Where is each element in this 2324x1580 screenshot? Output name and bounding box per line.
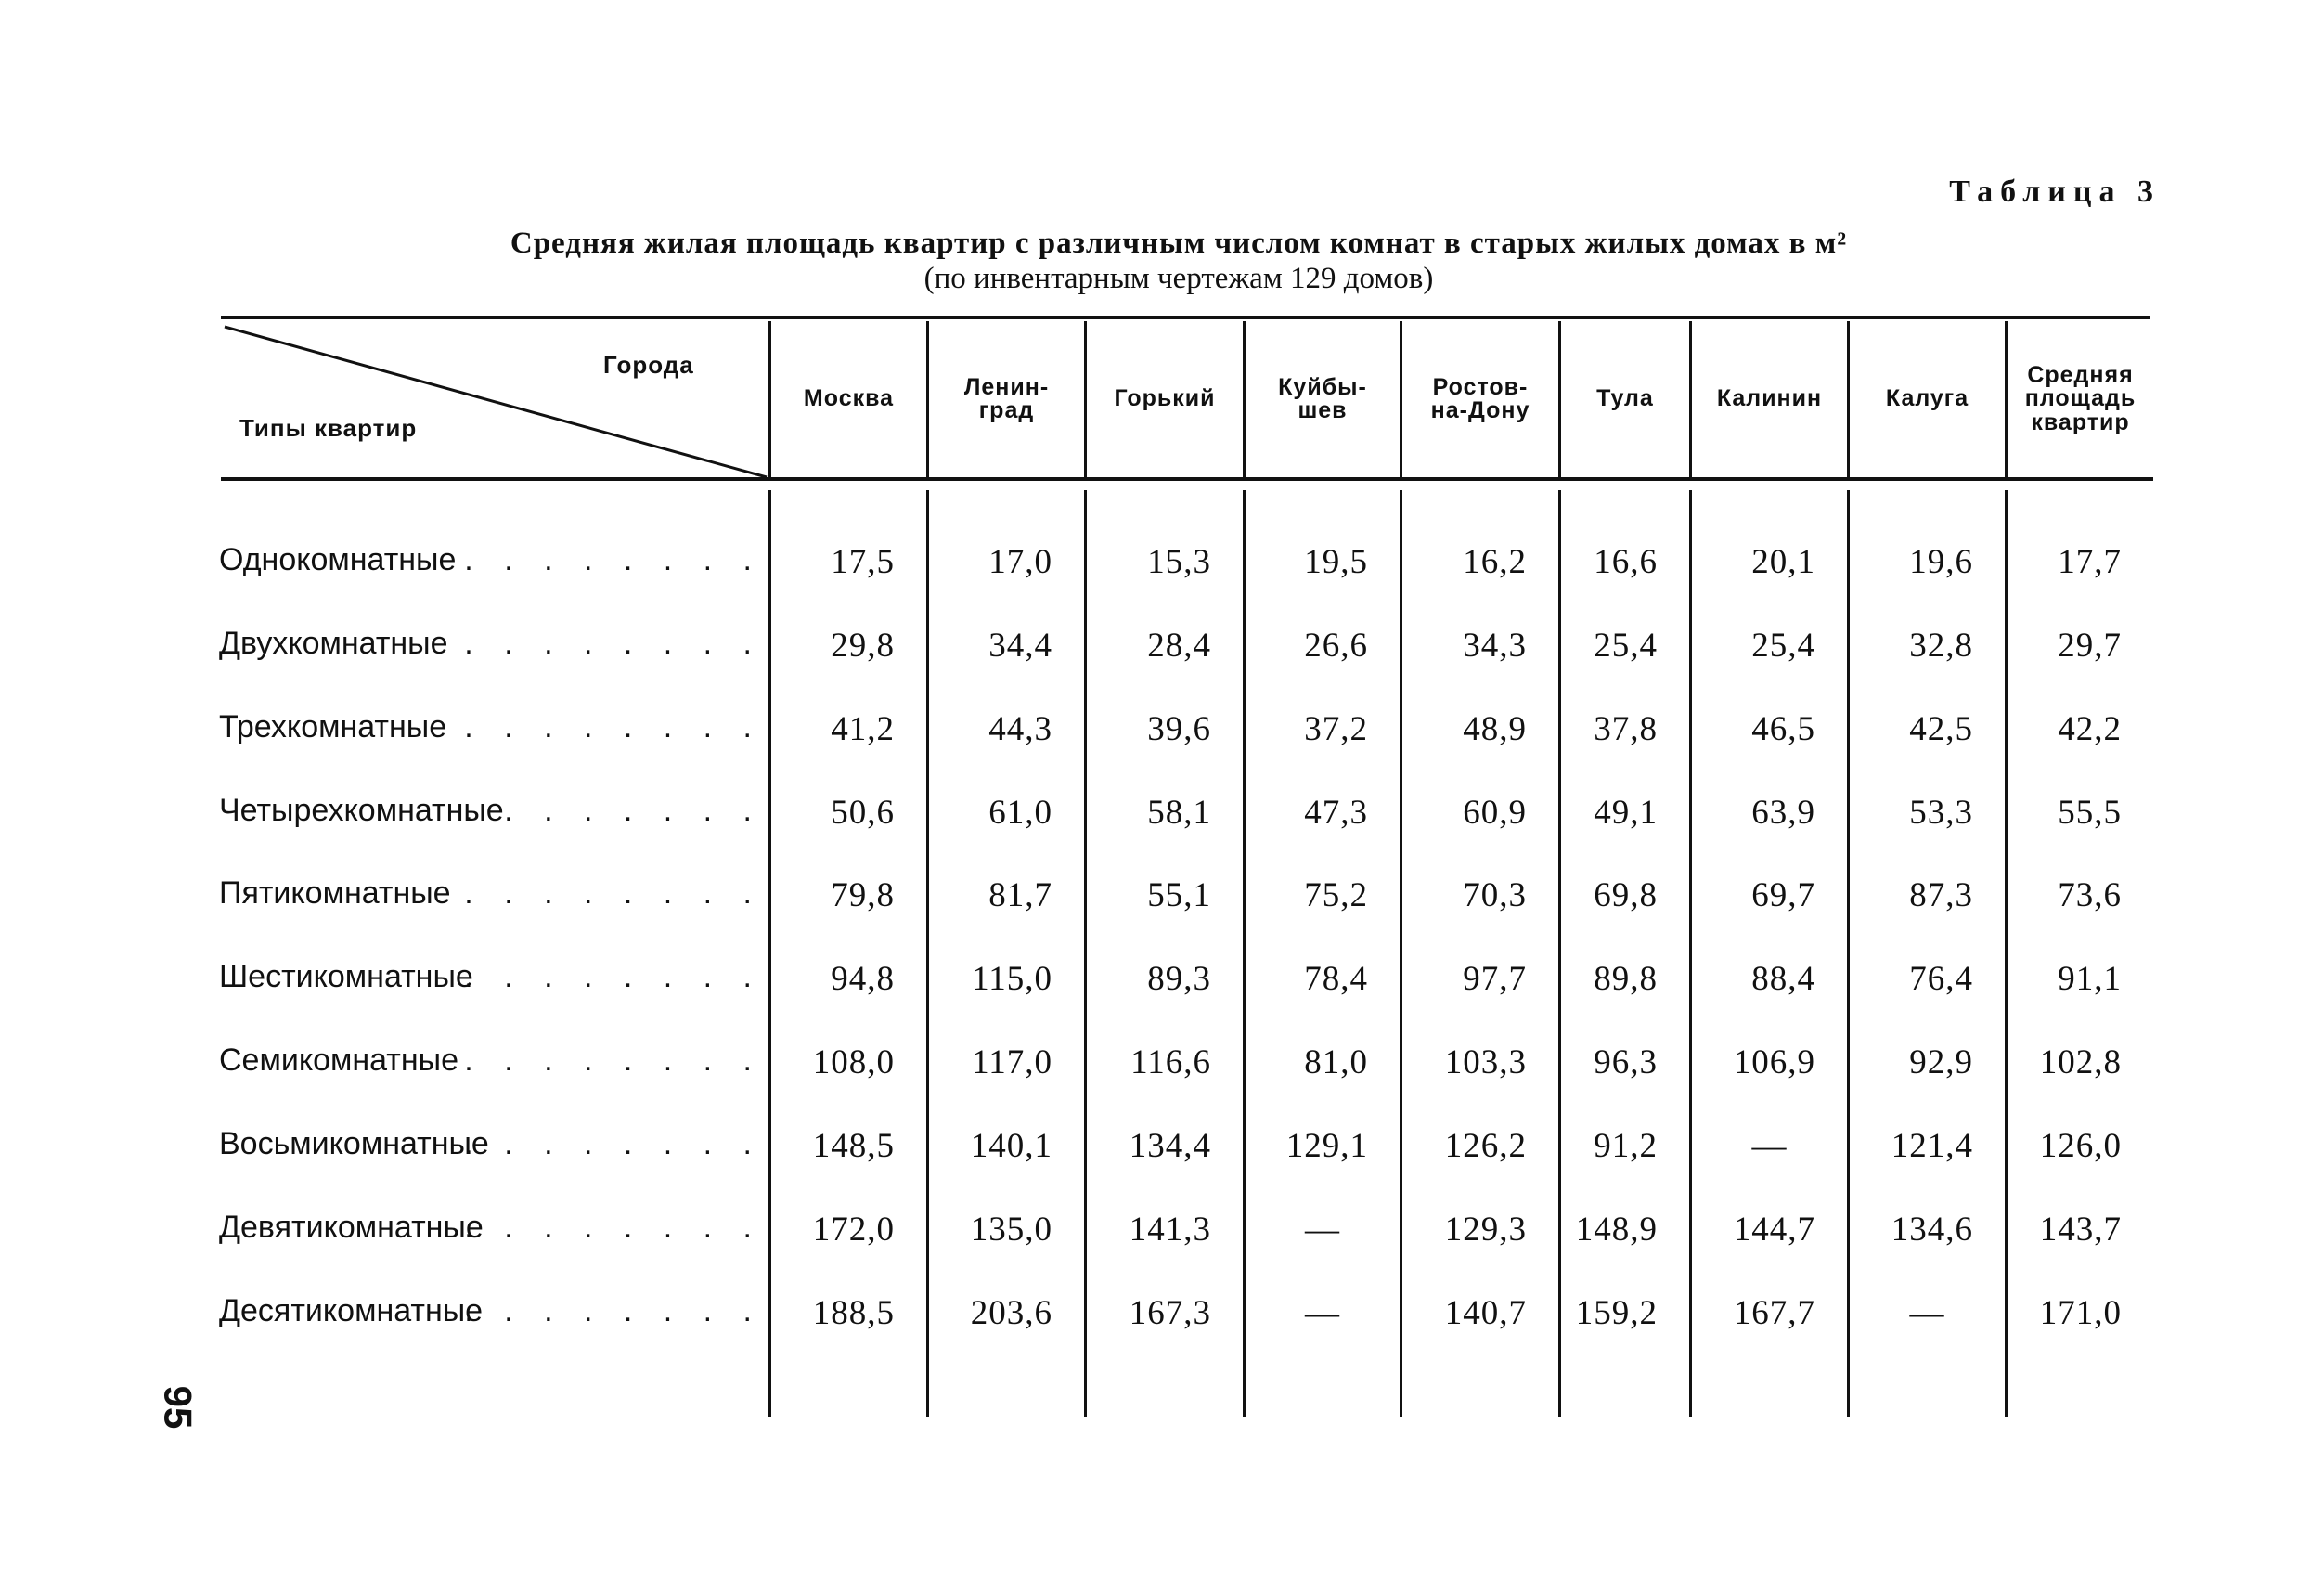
row-label — [219, 1210, 767, 1250]
table-cell: 44,3 — [988, 710, 1052, 748]
row-label-text: Семикомнатные — [219, 1043, 459, 1078]
table-cell: 63,9 — [1751, 794, 1815, 832]
table-cell: 144,7 — [1733, 1211, 1815, 1249]
row-label-text: Четырехкомнатные — [219, 793, 504, 828]
table-cell: 76,4 — [1909, 960, 1973, 998]
table-cell: 135,0 — [970, 1211, 1052, 1249]
column-header-text: Калуга — [1885, 385, 1969, 412]
table-cell: 26,6 — [1304, 627, 1368, 665]
table-cell: 47,3 — [1304, 794, 1368, 832]
column-header — [1246, 321, 1400, 477]
table-cell: 20,1 — [1751, 543, 1815, 581]
leader-dots: . . . . . . . . — [464, 1210, 763, 1245]
corner-diagonal — [221, 319, 770, 479]
table-cell: 19,5 — [1304, 543, 1368, 581]
row-label-text: Однокомнатные — [219, 542, 457, 577]
table-cell: 75,2 — [1304, 876, 1368, 914]
table-cell: 69,8 — [1594, 876, 1658, 914]
table-cell: 42,2 — [2058, 710, 2122, 748]
row-label — [219, 542, 767, 583]
column-header-text: Ростов- на-Дону — [1430, 373, 1530, 423]
table-cell: 25,4 — [1594, 627, 1658, 665]
table-cell: 73,6 — [2058, 876, 2122, 914]
row-label — [219, 626, 767, 667]
table-cell: 17,0 — [988, 543, 1052, 581]
table-cell: 16,2 — [1463, 543, 1527, 581]
leader-dots: . . . . . . . . — [464, 542, 763, 577]
table-cell: 148,9 — [1575, 1211, 1658, 1249]
row-label — [219, 1043, 767, 1083]
table-caption-line1: Средняя жилая площадь квартир с различным числом комнат в старых жилых домах в м² — [510, 227, 1848, 260]
row-label — [219, 1293, 767, 1334]
table-cell: 140,7 — [1444, 1294, 1527, 1332]
table-cell: 61,0 — [988, 794, 1052, 832]
column-header-text: Ленин- град — [963, 373, 1050, 423]
table-cell: 15,3 — [1147, 543, 1211, 581]
row-label-text: Шестикомнатные — [219, 959, 473, 994]
table-cell: 141,3 — [1129, 1211, 1211, 1249]
column-header-text: Калинин — [1716, 385, 1823, 412]
table-cell: 102,8 — [2039, 1043, 2122, 1081]
table-cell: 140,1 — [970, 1127, 1052, 1165]
table-cell: 53,3 — [1909, 794, 1973, 832]
table-cell: 16,6 — [1594, 543, 1658, 581]
column-header-text: Куйбы- шев — [1278, 373, 1367, 423]
table-cell: 97,7 — [1463, 960, 1527, 998]
leader-dots: . . . . . . . . — [464, 626, 763, 661]
table-cell: 129,3 — [1444, 1211, 1527, 1249]
column-header — [1561, 321, 1689, 477]
table-cell: 87,3 — [1909, 876, 1973, 914]
corner-header-cities: Города — [603, 351, 694, 379]
table-cell: 116,6 — [1130, 1043, 1211, 1081]
table-cell: 34,3 — [1463, 627, 1527, 665]
table-cell: 96,3 — [1594, 1043, 1658, 1081]
table-cell: 17,7 — [2058, 543, 2122, 581]
column-header — [929, 321, 1084, 477]
table-cell: 79,8 — [831, 876, 895, 914]
column-header — [1087, 321, 1243, 477]
table-cell: 88,4 — [1751, 960, 1815, 998]
table-cell: 50,6 — [831, 794, 895, 832]
leader-dots: . . . . . . . . — [464, 709, 763, 745]
table-cell: 94,8 — [831, 960, 895, 998]
leader-dots: . . . . . . . . — [464, 793, 763, 828]
table-cell: — — [1305, 1211, 1340, 1249]
row-label-text: Пятикомнатные — [219, 875, 451, 911]
table-cell: 167,7 — [1733, 1294, 1815, 1332]
row-label-text: Восьмикомнатные — [219, 1126, 489, 1161]
row-label — [219, 1126, 767, 1167]
table-caption-line2: (по инвентарным чертежам 129 домов) — [923, 262, 1434, 295]
table-cell: — — [1909, 1294, 1945, 1332]
table-cell: 25,4 — [1751, 627, 1815, 665]
table-cell: 129,1 — [1285, 1127, 1368, 1165]
table-cell: 172,0 — [812, 1211, 895, 1249]
leader-dots: . . . . . . . . — [464, 1293, 763, 1328]
table-cell: 58,1 — [1147, 794, 1211, 832]
row-label-text: Девятикомнатные — [219, 1210, 484, 1245]
table-cell: 106,9 — [1733, 1043, 1815, 1081]
table-cell: 188,5 — [812, 1294, 895, 1332]
table-label: Таблица 3 — [1949, 175, 2161, 209]
table-cell: 134,4 — [1129, 1127, 1211, 1165]
table-cell: 81,7 — [988, 876, 1052, 914]
table-cell: 203,6 — [970, 1294, 1052, 1332]
table-cell: 81,0 — [1304, 1043, 1368, 1081]
table-cell: 92,9 — [1909, 1043, 1973, 1081]
row-label-text: Трехкомнатные — [219, 709, 447, 745]
table-cell: 70,3 — [1463, 876, 1527, 914]
column-header-text: Москва — [803, 385, 895, 412]
table-cell: 89,8 — [1594, 960, 1658, 998]
table-cell: 42,5 — [1909, 710, 1973, 748]
table-cell: 29,7 — [2058, 627, 2122, 665]
column-header — [1402, 321, 1558, 477]
table-cell: 89,3 — [1147, 960, 1211, 998]
table-cell: 39,6 — [1147, 710, 1211, 748]
table-cell: 49,1 — [1594, 794, 1658, 832]
row-label — [219, 959, 767, 1000]
table-cell: 78,4 — [1304, 960, 1368, 998]
leader-dots: . . . . . . . . — [464, 875, 763, 911]
table-cell: 69,7 — [1751, 876, 1815, 914]
table-cell: 108,0 — [812, 1043, 895, 1081]
column-header — [1850, 321, 2005, 477]
table-cell: 159,2 — [1575, 1294, 1658, 1332]
table-cell: — — [1305, 1294, 1340, 1332]
column-header-text: Средняя площадь квартир — [2024, 361, 2137, 435]
row-label — [219, 875, 767, 916]
table-cell: 103,3 — [1444, 1043, 1527, 1081]
table-cell: 121,4 — [1891, 1127, 1973, 1165]
table-cell: 91,1 — [2058, 960, 2122, 998]
row-label-text: Десятикомнатные — [219, 1293, 484, 1328]
column-header — [1692, 321, 1847, 477]
page-number: 95 — [156, 1385, 200, 1430]
table-cell: 126,0 — [2039, 1127, 2122, 1165]
table-cell: 37,8 — [1594, 710, 1658, 748]
table-cell: 48,9 — [1463, 710, 1527, 748]
table-cell: 28,4 — [1147, 627, 1211, 665]
row-label — [219, 709, 767, 750]
row-label — [219, 793, 767, 834]
leader-dots: . . . . . . . . — [464, 959, 763, 994]
table-cell: 167,3 — [1129, 1294, 1211, 1332]
table-cell: 171,0 — [2039, 1294, 2122, 1332]
leader-dots: . . . . . . . . — [464, 1126, 763, 1161]
table-cell: 34,4 — [988, 627, 1052, 665]
table-cell: 60,9 — [1463, 794, 1527, 832]
table-cell: 143,7 — [2039, 1211, 2122, 1249]
table-cell: 117,0 — [972, 1043, 1052, 1081]
table-cell: 126,2 — [1444, 1127, 1527, 1165]
leader-dots: . . . . . . . . — [464, 1043, 763, 1078]
column-header-text: Горький — [1114, 385, 1216, 412]
column-header-text: Тула — [1596, 385, 1654, 412]
table-cell: 55,5 — [2058, 794, 2122, 832]
table-cell: 37,2 — [1304, 710, 1368, 748]
table-cell: 115,0 — [972, 960, 1052, 998]
row-label-text: Двухкомнатные — [219, 626, 448, 661]
table-cell: 29,8 — [831, 627, 895, 665]
table-cell: 32,8 — [1909, 627, 1973, 665]
table-cell: 46,5 — [1751, 710, 1815, 748]
table-cell: — — [1751, 1127, 1788, 1165]
table-cell: 17,5 — [831, 543, 895, 581]
column-header — [2008, 321, 2153, 477]
table-cell: 19,6 — [1909, 543, 1973, 581]
table-cell: 55,1 — [1147, 876, 1211, 914]
table-cell: 148,5 — [812, 1127, 895, 1165]
corner-header-types: Типы квартир — [239, 414, 418, 442]
column-header — [771, 321, 926, 477]
table-cell: 41,2 — [831, 710, 895, 748]
table-cell: 134,6 — [1891, 1211, 1973, 1249]
table-cell: 91,2 — [1594, 1127, 1658, 1165]
